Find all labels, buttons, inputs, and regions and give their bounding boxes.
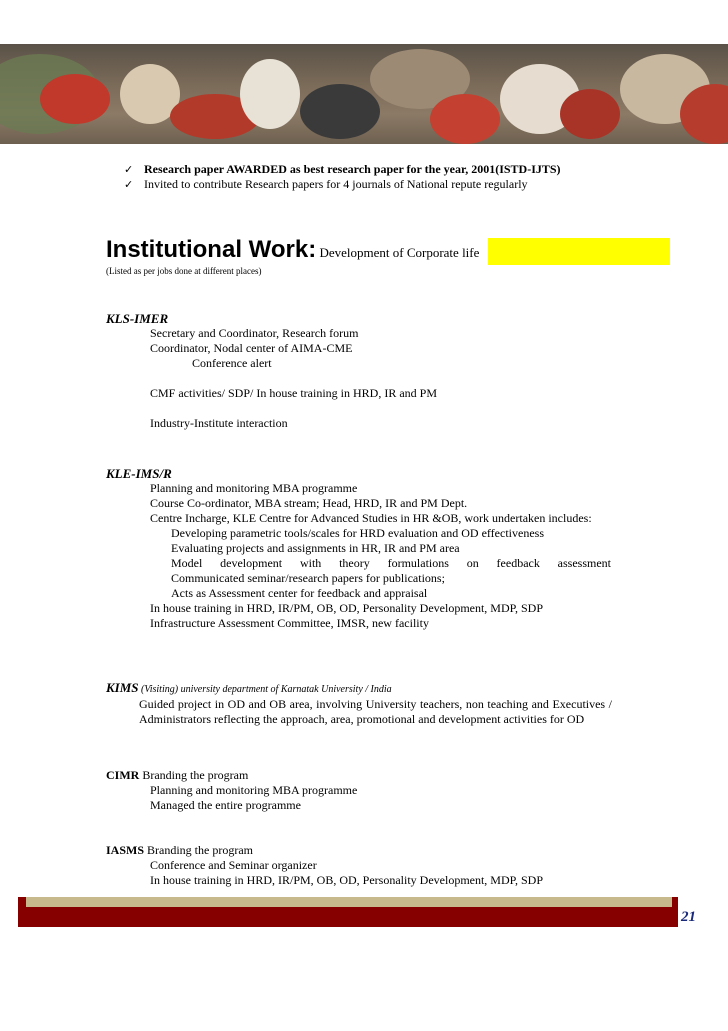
list-item: Conference alert <box>192 356 272 370</box>
list-item: Centre Incharge, KLE Centre for Advanced Studies in HR &OB, work undertaken includes: <box>150 511 592 525</box>
yellow-highlight <box>488 238 670 265</box>
list-item: Planning and monitoring MBA programme <box>150 783 358 797</box>
section-heading <box>106 236 479 264</box>
cimr-section <box>106 768 357 813</box>
section-title: KLE-IMS/R <box>106 466 172 481</box>
header-banner-photo <box>0 44 728 144</box>
page-number: 21 <box>681 909 696 925</box>
footer-stripe <box>26 897 672 907</box>
list-item: CMF activities/ SDP/ In house training in HRD, IR and PM <box>150 386 438 400</box>
heading-subtitle: Development of Corporate life <box>316 245 480 260</box>
section-title: KIMS <box>106 680 139 695</box>
section-subtitle: (Visiting) university department of Karnatak University / India <box>138 684 392 695</box>
section-subtitle: Branding the program <box>144 843 253 857</box>
section-text: Guided project in OD and OB area, involving University teachers, non teaching and Executives / Administrators reflecting the approach, area, promotional and development activities for OD <box>139 697 612 726</box>
list-item: In house training in HRD, IR/PM, OB, OD, Personality Development, MDP, SDP <box>150 873 543 887</box>
iasms-section <box>106 843 543 888</box>
list-item: Communicated seminar/research papers for publications; <box>171 571 445 585</box>
section-title: CIMR <box>106 768 140 782</box>
list-item: Industry-Institute interaction <box>150 416 288 430</box>
list-item: Managed the entire programme <box>150 798 301 812</box>
section-title: IASMS <box>106 843 145 857</box>
list-item: Acts as Assessment center for feedback and appraisal <box>171 586 428 600</box>
heading-note: (Listed as per jobs done at different places) <box>106 266 262 276</box>
bullet-item: ✓ Invited to contribute Research papers for 4 journals of National repute regularly <box>124 177 528 191</box>
section-title: KLS-IMER <box>106 311 169 326</box>
list-item: Coordinator, Nodal center of AIMA-CME <box>150 341 353 355</box>
list-item: Secretary and Coordinator, Research forum <box>150 326 359 340</box>
list-item: Conference and Seminar organizer <box>150 858 317 872</box>
list-item: Developing parametric tools/scales for HRD evaluation and OD effectiveness <box>171 526 544 540</box>
list-item: Planning and monitoring MBA programme <box>150 481 358 495</box>
list-item: Evaluating projects and assignments in HR, IR and PM area <box>171 541 460 555</box>
checkmark-icon: ✓ <box>124 178 134 191</box>
list-item: In house training in HRD, IR/PM, OB, OD, Personality Development, MDP, SDP <box>150 601 543 615</box>
awards-bullet-list <box>124 162 612 192</box>
bullet-item: ✓ Research paper AWARDED as best research paper for the year, 2001(ISTD-IJTS) <box>124 162 561 176</box>
checkmark-icon: ✓ <box>124 163 134 176</box>
heading-title: Institutional Work: <box>106 236 317 263</box>
section-subtitle: Branding the program <box>139 768 249 782</box>
kims-section <box>106 680 612 727</box>
list-item: Infrastructure Assessment Committee, IMSR, new facility <box>150 616 429 630</box>
list-item: Model development with theory formulations on feedback assessment <box>171 556 611 570</box>
kle-ims-section <box>106 466 612 631</box>
list-item: Course Co-ordinator, MBA stream; Head, HRD, IR and PM Dept. <box>150 496 468 510</box>
kls-imer-section <box>106 311 437 431</box>
